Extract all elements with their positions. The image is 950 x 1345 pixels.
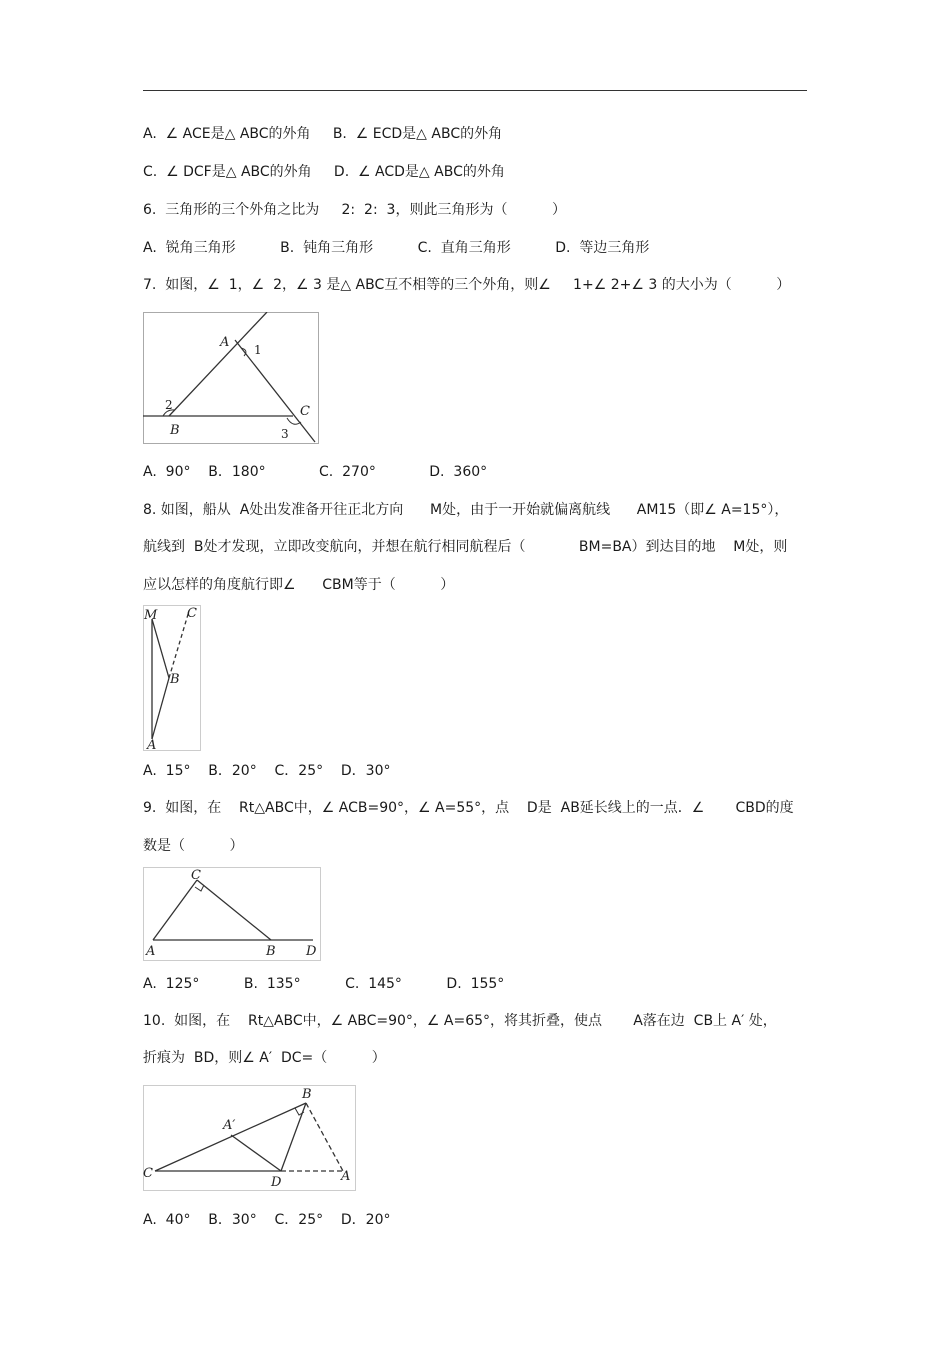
q8-figure [143, 605, 201, 751]
label-D: D [306, 944, 317, 959]
label-B: B [302, 1087, 312, 1102]
q9-figure [143, 867, 321, 961]
q10-figure [143, 1085, 356, 1191]
q6-stem: 6. 三角形的三个外角之比为 2: 2: 3，则此三角形为（ ） [143, 202, 566, 218]
q5-options-cd: C. ∠ DCF是△ ABC的外角 D. ∠ ACD是△ ABC的外角 [143, 164, 505, 180]
label-2: 2 [165, 398, 173, 412]
q8-stem-1: 8. 如图，船从 A处出发准备开往正北方向 M处，由于一开始就偏离航线 AM15（即∠ A=15°）， [143, 502, 789, 518]
q5-options-ab: A. ∠ ACE是△ ABC的外角 B. ∠ ECD是△ ABC的外角 [143, 126, 503, 142]
header-rule [143, 90, 807, 91]
label-1: 1 [254, 343, 262, 357]
q8-stem-3: 应以怎样的角度航行即∠ CBM等于（ ） [143, 577, 455, 593]
label-B: B [170, 672, 180, 687]
label-C: C [187, 606, 197, 621]
label-D: D [271, 1175, 282, 1190]
q9-options: A. 125° B. 135° C. 145° D. 155° [143, 976, 505, 992]
label-A: A [341, 1169, 351, 1184]
q9-stem-2: 数是（ ） [143, 838, 244, 854]
label-A-prime: A′ [223, 1118, 236, 1133]
q10-options: A. 40° B．30° C．25° D．20° [143, 1212, 391, 1228]
q8-stem-2: 航线到 B处才发现，立即改变航向，并想在航行相同航程后（ BM=BA）到达目的地 M处，则 [143, 539, 788, 555]
label-B: B [266, 944, 276, 959]
q7-options: A. 90° B．180° C. 270° D. 360° [143, 464, 488, 480]
label-M: M [144, 608, 158, 623]
q10-stem-2: 折痕为 BD，则∠ A′ DC=（ ） [143, 1050, 386, 1066]
q8-options: A. 15° B．20° C．25° D．30° [143, 763, 391, 779]
q9-stem-1: 9. 如图，在 Rt△ABC中，∠ ACB=90°，∠ A=55°，点 D是 AB延长线上的一点．∠ CBD的度 [143, 800, 794, 816]
q7-figure [143, 312, 319, 444]
label-C: C [191, 868, 201, 883]
label-A: A [146, 944, 156, 959]
q10-stem-1: 10. 如图，在 Rt△ABC中，∠ ABC=90°，∠ A=65°，将其折叠，使点 A落在边 CB上 A′ 处， [143, 1013, 777, 1029]
q6-options: A. 锐角三角形 B. 钝角三角形 C. 直角三角形 D. 等边三角形 [143, 240, 650, 256]
q7-stem: 7. 如图，∠ 1，∠ 2，∠ 3 是△ ABC互不相等的三个外角，则∠ 1+∠ 2+∠ 3 的大小为（ ） [143, 277, 791, 293]
label-A: A [220, 335, 230, 350]
label-A: A [147, 738, 157, 751]
label-C: C [143, 1166, 153, 1181]
label-C: C [300, 404, 310, 419]
label-B: B [170, 423, 180, 438]
label-3: 3 [281, 427, 289, 441]
